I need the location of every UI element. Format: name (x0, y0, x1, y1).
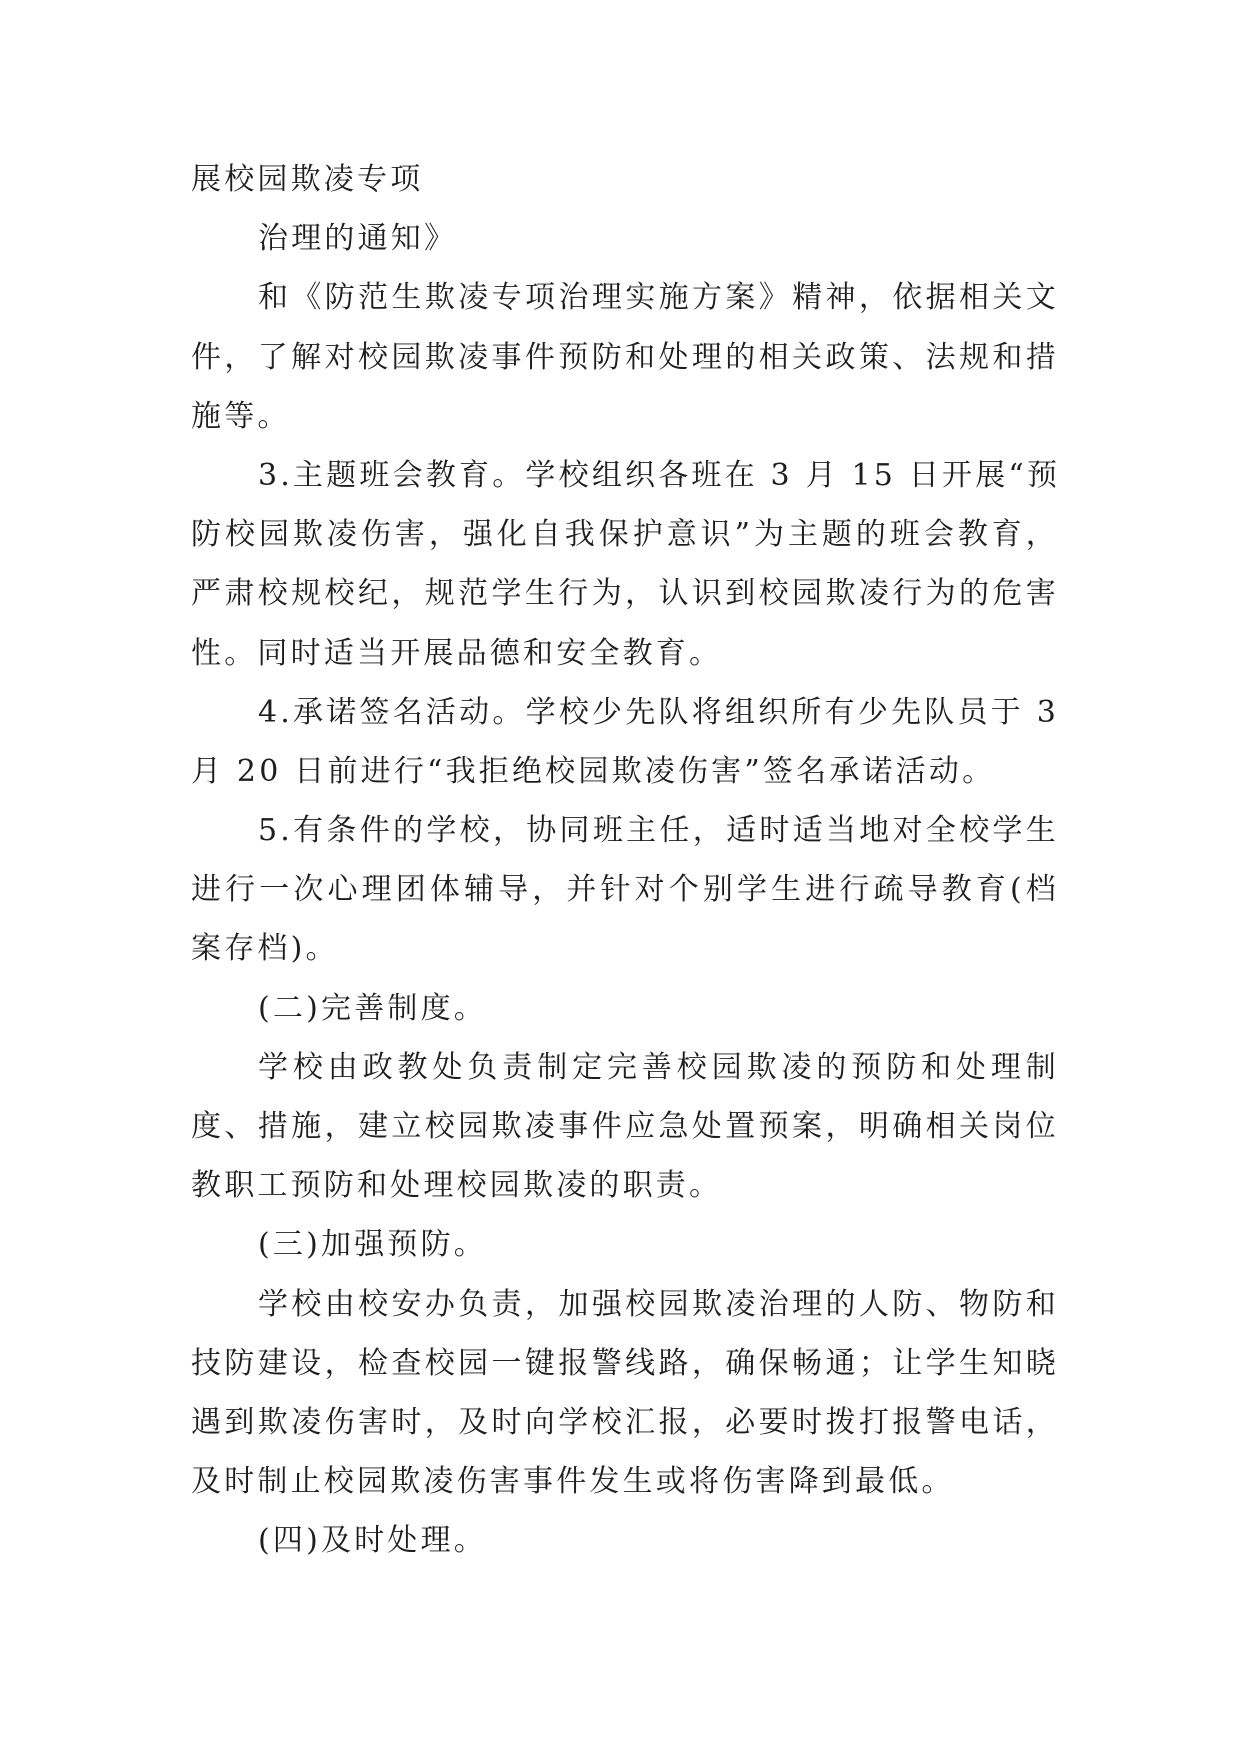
section-heading: (四)及时处理。 (258, 1523, 488, 1559)
text-line: 技防建设，检查校园一键报警线路，确保畅通；让学生知晓 (191, 1345, 1059, 1381)
text-line: 和《防范生欺凌专项治理实施方案》精神，依据相关文 (258, 280, 1059, 316)
text-line: 5.有条件的学校，协同班主任，适时适当地对全校学生 (258, 813, 1059, 849)
document-body (191, 150, 1059, 1571)
section-heading: (二)完善制度。 (258, 990, 488, 1026)
paragraph (191, 1511, 1059, 1570)
text-line: 学校由政教处负责制定完善校园欺凌的预防和处理制 (258, 1049, 1059, 1085)
text-line: 学校由校安办负责，加强校园欺凌治理的人防、物防和 (258, 1286, 1059, 1322)
paragraph (191, 268, 1059, 446)
text-line: 度、措施，建立校园欺凌事件应急处置预案，明确相关岗位 (191, 1109, 1059, 1144)
text-line: 及时制止校园欺凌伤害事件发生或将伤害降到最低。 (191, 1464, 955, 1500)
text-line: 4.承诺签名活动。学校少先队将组织所有少先队员于 3 (258, 694, 1059, 730)
section-heading: (三)加强预防。 (258, 1227, 488, 1263)
text-line: 案存档)。 (191, 931, 339, 967)
text-line: 遇到欺凌伤害时，及时向学校汇报，必要时拨打报警电话， (191, 1404, 1059, 1440)
text-line: 月 20 日前进行“我拒绝校园欺凌伤害”签名承诺活动。 (191, 753, 996, 789)
paragraph (191, 979, 1059, 1038)
text-line: 性。同时适当开展品德和安全教育。 (191, 635, 723, 671)
text-line: 展校园欺凌专项 (191, 162, 424, 197)
text-line: 防校园欺凌伤害，强化自我保护意识”为主题的班会教育， (191, 517, 1059, 553)
paragraph (191, 801, 1059, 979)
paragraph (191, 209, 1059, 268)
paragraph (191, 1275, 1059, 1512)
text-line: 严肃校规校纪，规范学生行为，认识到校园欺凌行为的危害 (191, 576, 1059, 612)
paragraph (191, 446, 1059, 683)
text-line: 教职工预防和处理校园欺凌的职责。 (191, 1168, 723, 1204)
text-line: 进行一次心理团体辅导，并针对个别学生进行疏导教育(档 (191, 872, 1059, 908)
paragraph (191, 1038, 1059, 1216)
paragraph (191, 1215, 1059, 1274)
paragraph (191, 150, 1059, 209)
text-line: 3.主题班会教育。学校组织各班在 3 月 15 日开展“预 (258, 457, 1061, 493)
paragraph (191, 683, 1059, 801)
text-line: 施等。 (191, 398, 291, 434)
text-line: 治理的通知》 (258, 221, 458, 257)
text-line: 件，了解对校园欺凌事件预防和处理的相关政策、法规和措 (191, 339, 1059, 375)
